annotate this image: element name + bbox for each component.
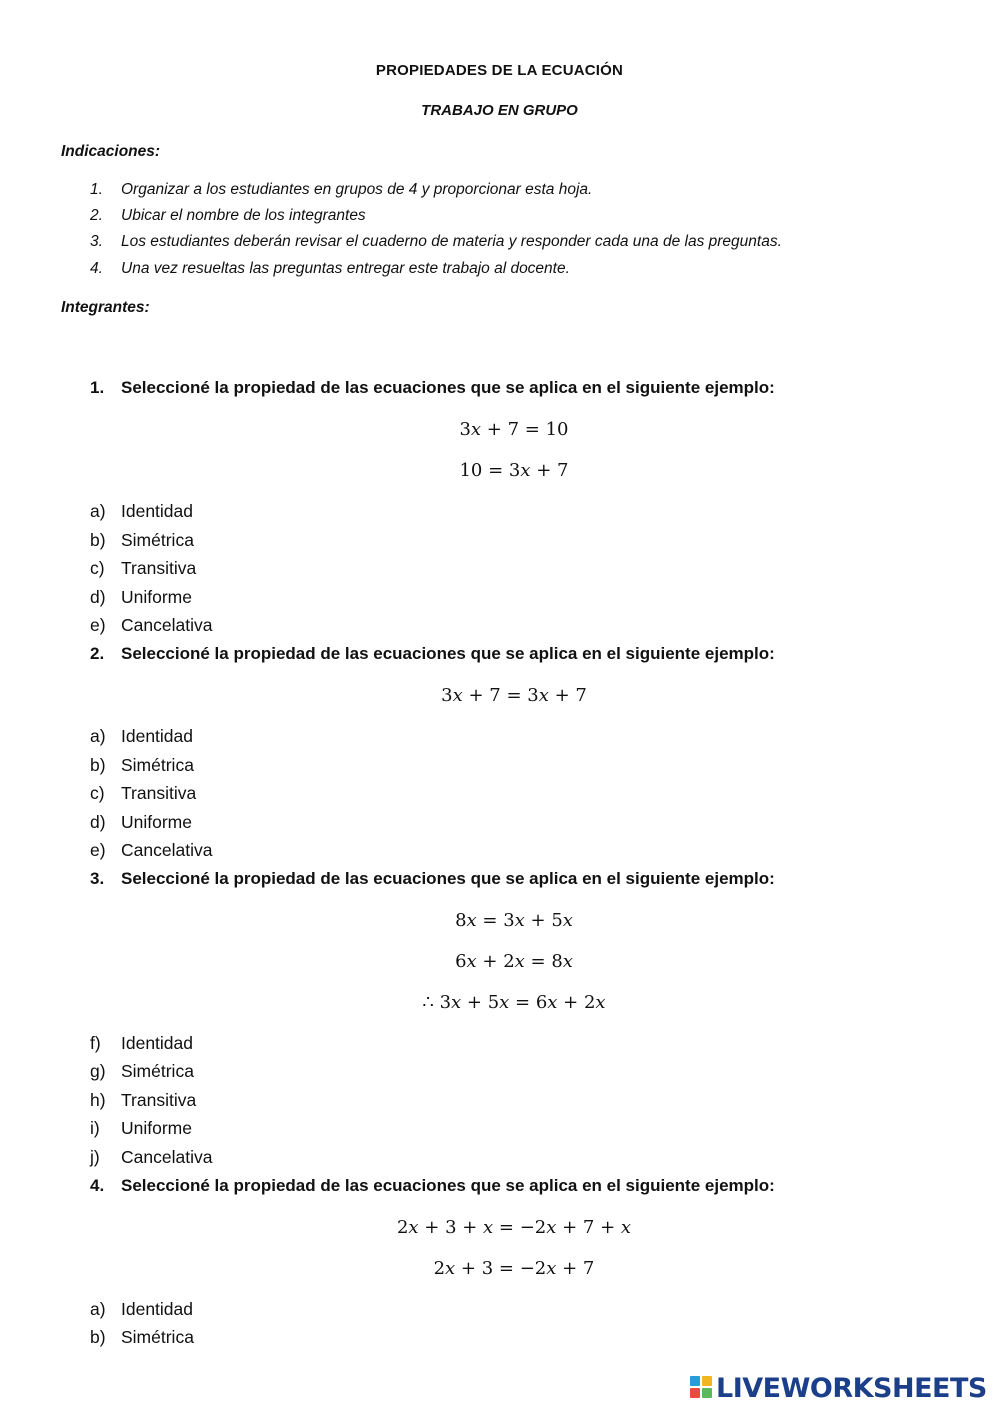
liveworksheets-brand: LIVEWORKSHEETS [716, 1372, 987, 1404]
option-text: Uniforme [121, 1118, 192, 1138]
instruction-text: Los estudiantes deberán revisar el cuaderno de materia y responder cada una de las preguntas. [121, 233, 782, 250]
answer-option[interactable] [90, 1327, 194, 1348]
answer-option[interactable] [90, 812, 192, 833]
answer-option[interactable] [90, 501, 193, 522]
liveworksheets-logo [690, 1372, 987, 1404]
answer-option[interactable] [90, 1147, 212, 1168]
answer-option[interactable] [90, 755, 194, 776]
option-letter: b) [90, 530, 106, 550]
option-letter: h) [90, 1090, 106, 1110]
option-text: Transitiva [121, 558, 197, 578]
answer-option[interactable] [90, 783, 196, 804]
instruction-text: Una vez resueltas las preguntas entregar este trabajo al docente. [121, 260, 570, 277]
answer-option[interactable] [90, 1118, 192, 1139]
question-text: Seleccioné la propiedad de las ecuaciones que se aplica en el siguiente ejemplo: [121, 1176, 775, 1195]
option-text: Transitiva [121, 783, 197, 803]
liveworksheets-logo-icon [690, 1376, 714, 1400]
question-number: 4. [90, 1176, 105, 1195]
equation: 2𝑥 + 3 = −2𝑥 + 7 [433, 1258, 595, 1279]
option-text: Simétrica [121, 755, 194, 775]
question-text: Seleccioné la propiedad de las ecuaciones que se aplica en el siguiente ejemplo: [121, 378, 775, 397]
instruction-number: 1. [90, 181, 103, 198]
integrantes-label: Integrantes: [61, 299, 150, 316]
option-letter: i) [90, 1118, 100, 1138]
option-text: Identidad [121, 1033, 194, 1053]
instruction-item [90, 207, 366, 225]
question-4 [90, 1176, 775, 1196]
answer-option[interactable] [90, 726, 193, 747]
option-letter: j) [90, 1147, 100, 1167]
option-text: Identidad [121, 501, 194, 521]
question-text: Seleccioné la propiedad de las ecuaciones que se aplica en el siguiente ejemplo: [121, 869, 775, 888]
equation: 6𝑥 + 2𝑥 = 8𝑥 [455, 951, 573, 972]
question-number: 3. [90, 869, 105, 888]
option-letter: e) [90, 840, 106, 860]
instruction-text: Organizar a los estudiantes en grupos de 4 y proporcionar esta hoja. [121, 181, 593, 198]
equation: ∴ 3𝑥 + 5𝑥 = 6𝑥 + 2𝑥 [422, 992, 606, 1013]
option-letter: d) [90, 587, 106, 607]
option-text: Identidad [121, 1299, 194, 1319]
page-subtitle: TRABAJO EN GRUPO [421, 102, 578, 119]
instruction-text: Ubicar el nombre de los integrantes [121, 207, 366, 224]
question-1 [90, 378, 775, 398]
option-letter: e) [90, 615, 106, 635]
question-number: 1. [90, 378, 105, 397]
option-text: Transitiva [121, 1090, 197, 1110]
option-letter: c) [90, 558, 105, 578]
option-text: Simétrica [121, 1327, 194, 1347]
option-letter: c) [90, 783, 105, 803]
answer-option[interactable] [90, 530, 194, 551]
answer-option[interactable] [90, 1299, 193, 1320]
equation: 10 = 3𝑥 + 7 [459, 460, 569, 481]
instruction-number: 3. [90, 233, 103, 250]
option-text: Simétrica [121, 530, 194, 550]
answer-option[interactable] [90, 1061, 194, 1082]
equation: 8𝑥 = 3𝑥 + 5𝑥 [455, 910, 573, 931]
option-letter: d) [90, 812, 106, 832]
option-letter: b) [90, 755, 106, 775]
instruction-number: 2. [90, 207, 103, 224]
option-text: Cancelativa [121, 615, 213, 635]
answer-option[interactable] [90, 1090, 196, 1111]
question-number: 2. [90, 644, 105, 663]
question-3 [90, 869, 775, 889]
page-title: PROPIEDADES DE LA ECUACIÓN [375, 62, 624, 79]
answer-option[interactable] [90, 558, 196, 579]
answer-option[interactable] [90, 587, 192, 608]
instruction-number: 4. [90, 260, 103, 277]
option-letter: g) [90, 1061, 106, 1081]
answer-option[interactable] [90, 1033, 193, 1054]
equation: 2𝑥 + 3 + 𝑥 = −2𝑥 + 7 + 𝑥 [396, 1217, 632, 1238]
option-text: Simétrica [121, 1061, 194, 1081]
option-letter: b) [90, 1327, 106, 1347]
instruction-item [90, 181, 592, 199]
option-letter: f) [90, 1033, 101, 1053]
equation: 3𝑥 + 7 = 10 [459, 419, 569, 440]
option-text: Cancelativa [121, 840, 213, 860]
option-text: Uniforme [121, 812, 192, 832]
answer-option[interactable] [90, 615, 212, 636]
instruction-item [90, 260, 570, 278]
option-letter: a) [90, 1299, 106, 1319]
question-text: Seleccioné la propiedad de las ecuaciones que se aplica en el siguiente ejemplo: [121, 644, 775, 663]
question-2 [90, 644, 775, 664]
answer-option[interactable] [90, 840, 212, 861]
option-text: Cancelativa [121, 1147, 213, 1167]
indicaciones-label: Indicaciones: [61, 143, 161, 160]
option-text: Identidad [121, 726, 194, 746]
option-letter: a) [90, 501, 106, 521]
option-letter: a) [90, 726, 106, 746]
equation: 3𝑥 + 7 = 3𝑥 + 7 [441, 685, 587, 706]
option-text: Uniforme [121, 587, 192, 607]
instruction-item [90, 233, 782, 251]
